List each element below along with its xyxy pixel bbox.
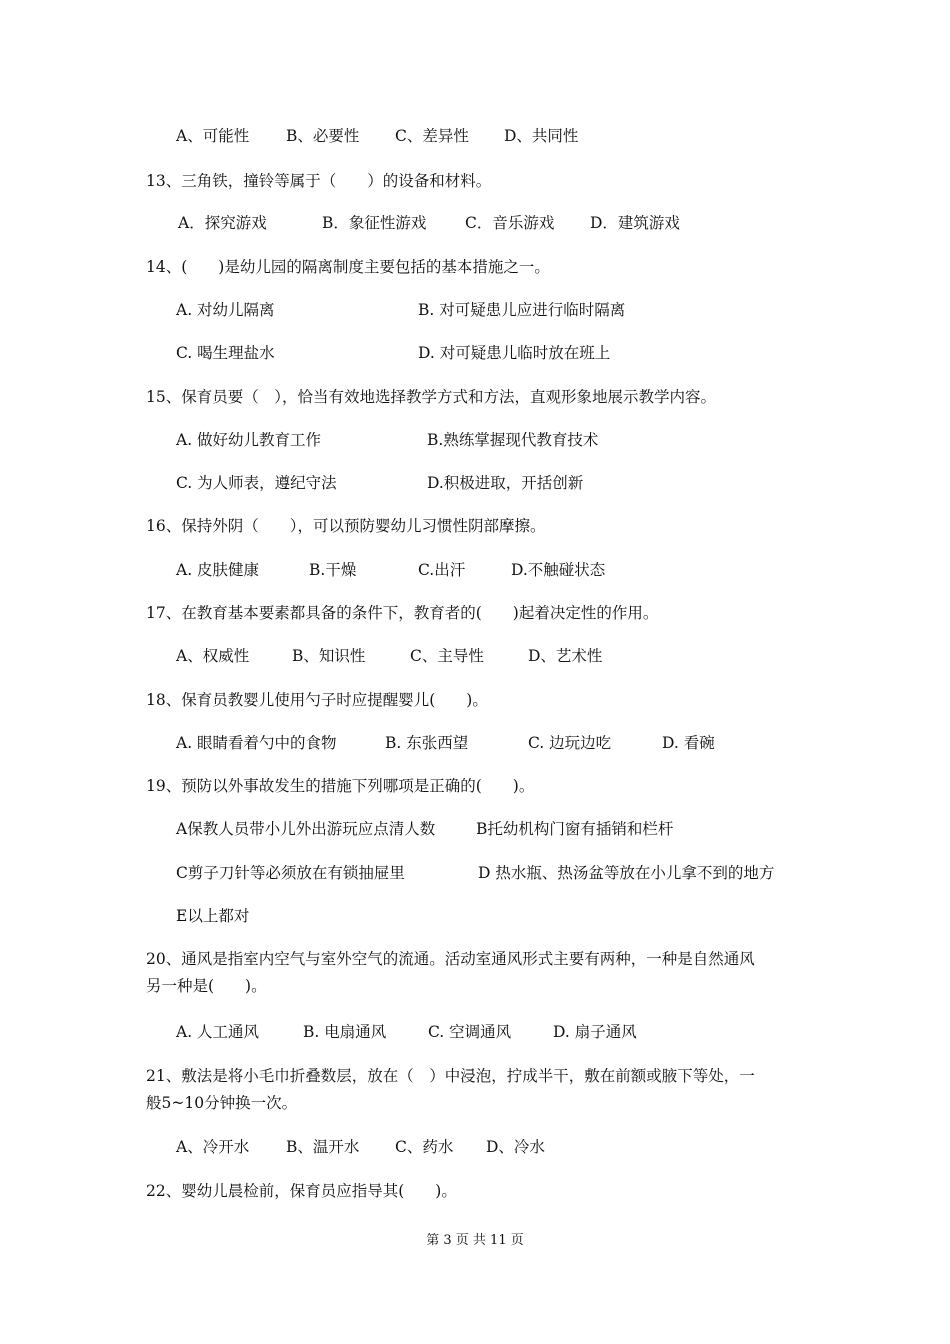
page-footer: 第 3 页 共 11 页 (426, 1233, 524, 1248)
answer-option: D、冷水 (486, 1138, 545, 1156)
answer-option: B. 电扇通风 (303, 1023, 387, 1041)
answer-option: A. 皮肤健康 (176, 561, 260, 579)
question-text: 般5~10分钟换一次。 (146, 1094, 298, 1112)
answer-option: A. 眼睛看着勺中的食物 (176, 734, 337, 752)
answer-option: B、温开水 (286, 1138, 360, 1156)
question-text: 21、敷法是将小毛巾折叠数层，放在（ ）中浸泡，拧成半干，敷在前额或腋下等处，一 (146, 1067, 755, 1085)
answer-option: B、必要性 (286, 127, 360, 145)
question-text: 18、保育员教婴儿使用勺子时应提醒婴儿( )。 (146, 691, 488, 709)
answer-option: D、艺术性 (528, 647, 603, 665)
answer-option: A保教人员带小儿外出游玩应点清人数 (176, 820, 436, 838)
answer-option: D.不触碰状态 (511, 561, 606, 579)
question-text: 14、( )是幼儿园的隔离制度主要包括的基本措施之一。 (146, 258, 550, 276)
answer-option: C、药水 (395, 1138, 454, 1156)
answer-option: C. 为人师表，遵纪守法 (176, 474, 337, 492)
question-text: 19、预防以外事故发生的措施下列哪项是正确的( )。 (146, 777, 535, 795)
answer-option: D. 扇子通风 (553, 1023, 637, 1041)
answer-option: A. 做好幼儿教育工作 (176, 431, 322, 449)
answer-option: A、可能性 (176, 127, 250, 145)
question-text: 20、通风是指室内空气与室外空气的流通。活动室通风形式主要有两种，一种是自然通风 (146, 950, 755, 968)
answer-option: C. 边玩边吃 (528, 734, 612, 752)
answer-option: B、知识性 (292, 647, 366, 665)
answer-option: A．探究游戏 (178, 214, 267, 232)
answer-option: A、冷开水 (176, 1138, 250, 1156)
question-text: 13、三角铁，撞铃等属于（ ）的设备和材料。 (146, 172, 492, 190)
answer-option: C．音乐游戏 (465, 214, 555, 232)
answer-option: A、权威性 (176, 647, 250, 665)
answer-option: E以上都对 (176, 907, 250, 925)
answer-option: C、差异性 (395, 127, 469, 145)
answer-option: B. 对可疑患儿应进行临时隔离 (418, 301, 626, 319)
answer-option: D 热水瓶、热汤盆等放在小儿拿不到的地方 (478, 864, 775, 882)
answer-option: B. 东张西望 (385, 734, 469, 752)
question-text: 另一种是( )。 (146, 977, 267, 995)
answer-option: B.熟练掌握现代教育技术 (427, 431, 599, 449)
answer-option: D．建筑游戏 (590, 214, 680, 232)
answer-option: A. 人工通风 (176, 1023, 260, 1041)
answer-option: C.出汗 (418, 561, 466, 579)
answer-option: B．象征性游戏 (322, 214, 427, 232)
question-text: 15、保育员要（ ），恰当有效地选择教学方式和方法，直观形象地展示教学内容。 (146, 388, 716, 406)
answer-option: B托幼机构门窗有插销和栏杆 (476, 820, 674, 838)
answer-option: C. 空调通风 (428, 1023, 512, 1041)
answer-option: A. 对幼儿隔离 (176, 301, 275, 319)
answer-option: C剪子刀针等必须放在有锁抽屉里 (176, 864, 405, 882)
question-text: 17、在教育基本要素都具备的条件下，教育者的( )起着决定性的作用。 (146, 604, 659, 622)
answer-option: D. 对可疑患儿临时放在班上 (418, 344, 611, 362)
answer-option: D、共同性 (504, 127, 579, 145)
answer-option: B.干燥 (309, 561, 357, 579)
answer-option: C、主导性 (410, 647, 484, 665)
answer-option: D. 看碗 (662, 734, 715, 752)
answer-option: C. 喝生理盐水 (176, 344, 275, 362)
question-text: 22、婴幼儿晨检前，保育员应指导其( )。 (146, 1182, 457, 1200)
question-text: 16、保持外阴（ ），可以预防婴幼儿习惯性阴部摩擦。 (146, 517, 546, 535)
answer-option: D.积极进取，开括创新 (427, 474, 584, 492)
